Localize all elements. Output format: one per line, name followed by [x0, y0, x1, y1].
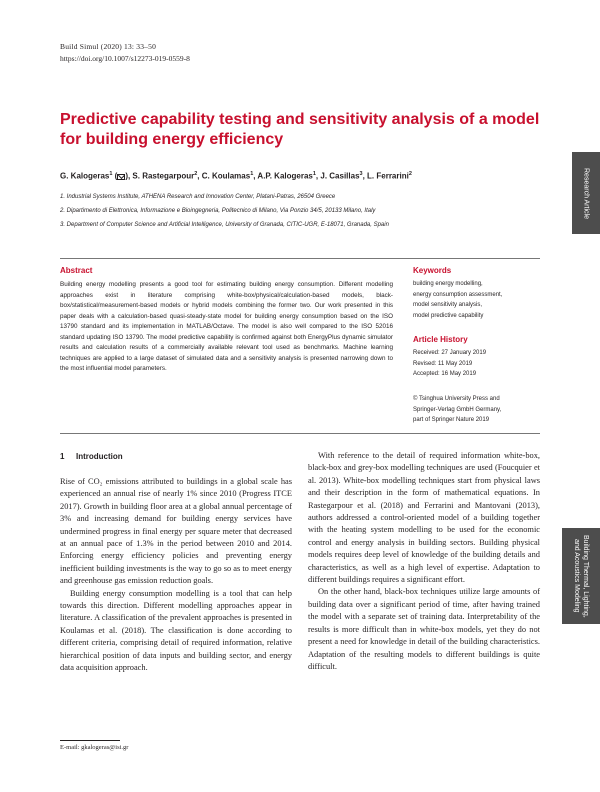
journal-citation: Build Simul (2020) 13: 33–50 [60, 42, 157, 51]
history-list [413, 348, 543, 380]
history-item: Accepted: 16 May 2019 [413, 371, 477, 377]
body-column-left [60, 476, 292, 675]
section-heading [60, 452, 123, 461]
mail-icon[interactable] [117, 174, 125, 180]
topic-label: Building Thermal, Lighting, and Acoustics Modeling [573, 534, 589, 618]
keyword[interactable]: energy consumption assessment, [413, 291, 503, 298]
section-number: 1 [60, 452, 65, 461]
paper-title: Predictive capability testing and sensitivity analysis of a model for building energy efficiency [60, 111, 540, 148]
history-heading: Article History [413, 335, 468, 344]
keyword[interactable]: model sensitivity analysis, [413, 302, 483, 308]
history-item: Revised: 11 May 2019 [413, 360, 473, 367]
divider [60, 258, 540, 259]
keywords-list [413, 279, 543, 321]
author[interactable]: L. Ferrarini [367, 171, 409, 181]
keyword[interactable]: model predictive capability [413, 312, 484, 319]
corresponding-email[interactable]: E-mail: gkalogeras@isi.gr [60, 744, 129, 751]
copyright-line: part of Springer Nature 2019 [413, 417, 490, 423]
article-type-tab [572, 152, 600, 234]
paragraph: Building energy consumption modelling is a tool that can help towards this direction. Different modelling approaches appear in literature. A classification of the prevalent approaches is presented in Koulamas et al. (2018). The classification is done according to different criteria, comprising detail of required information, relative hierarchical position of data inputs and building sector, and energy data acquisition approach. [60, 588, 292, 673]
doi-link[interactable]: https://doi.org/10.1007/s12273-019-0559-8 [60, 54, 190, 63]
author-sup: 1 [250, 171, 254, 177]
copyright-line: Springer-Verlag GmbH Germany, [413, 406, 502, 413]
author[interactable]: J. Casillas [320, 171, 360, 181]
article-type-label: Research Article [582, 167, 590, 219]
affiliation: 3. Department of Computer Science and Artificial Intelligence, University of Granada, CITIC-UGR, E-18071, Granada, Spain [60, 222, 389, 228]
author-sup: 1 [109, 171, 113, 177]
keyword[interactable]: building energy modelling, [413, 281, 483, 287]
body-column-right [308, 450, 540, 673]
author[interactable]: G. Kalogeras [60, 171, 110, 181]
author-sup: 2 [194, 171, 198, 177]
author[interactable]: C. Koulamas [201, 171, 251, 181]
journal-header [60, 41, 190, 65]
affiliation: 1. Industrial Systems Institute, ATHENA Research and Innovation Center, Platani-Patras, 26504 Greece [60, 194, 336, 200]
author[interactable]: S. Rastegarpour [132, 171, 195, 181]
history-item: Received: 27 January 2019 [413, 350, 487, 356]
section-title: Introduction [76, 452, 123, 461]
paragraph: On the other hand, black-box techniques utilize large amounts of building data over a significant period of time, after having trained the model with a separate set of training data. Interpretability of the results is more difficult than in white-box models, yet they do not present a need for knowledge in detail of the building characteristics. Adaptation of the resulting models to different buildings is quite difficult. [308, 587, 540, 671]
abstract-heading: Abstract [60, 266, 93, 275]
copyright-notice [413, 394, 543, 426]
topic-tab [562, 528, 600, 624]
paragraph: With reference to the detail of required information white-box, black-box and grey-box modelling techniques are used (Foucquier et al. 2013). White-box modelling techniques start from physical laws and their description in the form of mathematical equations. In Rastegarpour et al. (2018) and Ferrarini and Mantovani (2013), authors addressed a control-oriented model of a building together with the heating system modelling to be used for the economic control and energy analysis in building sectors. Building physical models requires deep level of knowledge of the building details and characteristics, as well as a high level of expertise. Adaptation to different buildings requires a significant effort. [308, 451, 540, 585]
author-sup: 1 [312, 171, 316, 177]
abstract-text: Building energy modelling presents a good tool for estimating building energy consumption. Different modelling approaches exist in literature comprising white-box/physical/calculation-based models, black-box/statistical/measurement-based models or hybrid models combining the former two. Our work presented in this paper deals with a calculation-based quasi-steady-state model for building energy consumption based on the ISO 13790 standard and its implementation in MATLAB/Octave. The model is also well compared to the ISO 52016 standard updating ISO 13790. The model predictive capability is confirmed against both EnergyPlus dynamic simulator results and calculation results of a commercially available relevant tool used as benchmarks. Machine learning techniques are applied to a large dataset of simulated data and a sensitivity analysis is presented narrowing down to the most influential model parameters. [60, 281, 393, 372]
author-sup: 3 [359, 171, 363, 177]
paragraph: Rise of CO₂ emissions attributed to buildings in a global scale has experienced an annual rise of nearly 1% since 2010 (Progress ITCE 2017). Growth in building floor area at a global annual percentage of 3% and increasing demand for building energy services have undermined progress in final energy per square meter that decreased at an annual pace of 1.3% in the period between 2010 and 2014. Enforcing energy efficiency policies and preventing energy inefficient building investments is the way to go so as to meet energy and greenhouse gas emission reduction goals. [60, 477, 292, 586]
divider [60, 433, 540, 434]
author-list: G. Kalogeras$^1$ ( ), S. Rastegarpour$^2$, C. Koulamas$^1$, A.P. Kalogeras$^1$, J. Casillas$^3$, L. Ferrarini$^2$ [60, 171, 412, 181]
author-sup: 2 [408, 171, 412, 177]
copyright-line: © Tsinghua University Press and [413, 396, 500, 402]
footnote-rule [60, 740, 120, 741]
affiliation: 2. Dipartimento di Elettronica, Informazione e Bioingegneria, Politecnico di Milano, Via Ponzio 34/5, 20133 Milano, Italy [60, 208, 376, 214]
author[interactable]: A.P. Kalogeras [257, 171, 313, 181]
keywords-heading: Keywords [413, 266, 452, 275]
